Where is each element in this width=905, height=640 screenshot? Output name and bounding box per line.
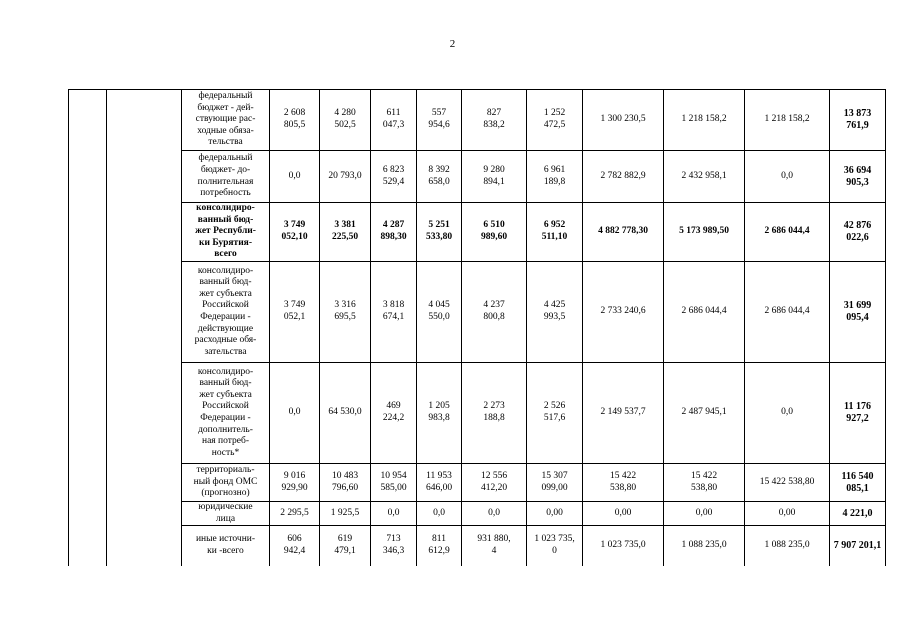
- category-line: действующие: [197, 323, 254, 334]
- value-cell: [664, 203, 745, 262]
- value-line: 2 273: [483, 401, 505, 412]
- page-number: 2: [449, 38, 456, 50]
- value-line: 0,0: [288, 407, 301, 418]
- value-cell: [320, 526, 371, 566]
- category-line: Федерации -: [200, 413, 251, 423]
- value-cell: [527, 502, 583, 526]
- value-cell: [462, 90, 527, 151]
- value-line: 993,5: [543, 312, 566, 322]
- value-line: 1 218 158,2: [764, 114, 810, 125]
- value-line: 796,60: [331, 482, 359, 493]
- value-line: 646,00: [425, 482, 453, 493]
- value-line: 15 307: [541, 470, 568, 481]
- value-line: 3 749: [283, 300, 306, 311]
- value-cell: [371, 262, 417, 363]
- value-line: 052,10: [281, 232, 308, 242]
- row-category: [182, 526, 270, 566]
- row-category: [182, 203, 270, 262]
- category-line: жет субъекта: [199, 288, 252, 299]
- value-line: 3 316: [334, 300, 356, 311]
- value-line: 1 218 158,2: [681, 114, 727, 125]
- table-row: [69, 90, 886, 151]
- value-line: 052,1: [283, 312, 306, 322]
- value-cell: [664, 464, 745, 502]
- row-category: [182, 363, 270, 464]
- value-line: 8 392: [428, 164, 450, 175]
- value-line: 0,0: [387, 507, 400, 518]
- value-line: 2 733 240,6: [600, 306, 646, 317]
- category-line: ванный бюд-: [199, 378, 252, 389]
- blank-col-1: [69, 90, 107, 566]
- value-line: 2 608: [283, 108, 306, 119]
- table-row: [69, 203, 886, 262]
- value-line: 612,9: [428, 545, 450, 556]
- value-cell: [371, 464, 417, 502]
- value-cell: [320, 464, 371, 502]
- value-line: 538,80: [609, 482, 637, 493]
- category-line: (прогнозно): [201, 488, 250, 499]
- value-line: 4 280: [334, 108, 356, 119]
- row-total: 4 221,0: [830, 502, 886, 526]
- value-line: 3 818: [382, 300, 405, 311]
- category-line: ная потреб-: [202, 436, 249, 447]
- value-cell: [745, 151, 830, 203]
- value-cell: [320, 363, 371, 464]
- category-line: лица: [215, 513, 236, 524]
- value-line: 099,00: [541, 482, 568, 493]
- value-line: 2 686 044,4: [764, 306, 810, 317]
- value-line: 0: [552, 545, 557, 556]
- value-line: 606: [287, 534, 302, 545]
- value-cell: [462, 203, 527, 262]
- value-line: 1 088 235,0: [681, 540, 727, 551]
- value-cell: [270, 151, 320, 203]
- category-line: иные источни-: [195, 534, 256, 545]
- category-line: всего: [214, 249, 237, 260]
- value-cell: [320, 203, 371, 262]
- value-line: 4: [491, 545, 497, 556]
- value-cell: [417, 90, 462, 151]
- value-line: 225,50: [331, 232, 359, 242]
- value-line: 12 556: [480, 470, 508, 481]
- value-cell: [583, 526, 664, 566]
- value-cell: [527, 90, 583, 151]
- value-line: 0,0: [781, 170, 793, 181]
- value-line: 4 045: [428, 300, 450, 311]
- value-cell: [270, 502, 320, 526]
- category-line: консолидиро-: [196, 203, 255, 214]
- category-line: дополнитель-: [198, 424, 253, 435]
- value-line: 2 487 945,1: [681, 407, 727, 418]
- category-line: консолидиро-: [197, 265, 254, 276]
- value-cell: [462, 262, 527, 363]
- value-line: 0,00: [695, 507, 713, 518]
- value-line: 2 526: [543, 401, 566, 412]
- category-line: Российской: [202, 401, 249, 412]
- value-cell: [583, 203, 664, 262]
- value-line: 6 952: [543, 220, 566, 231]
- value-cell: [745, 363, 830, 464]
- value-line: 4 237: [483, 300, 505, 311]
- value-line: 10 954: [380, 470, 407, 481]
- value-line: 4 882 778,30: [598, 226, 648, 237]
- value-line: 2 432 958,1: [681, 170, 727, 181]
- budget-table: [68, 89, 886, 566]
- value-cell: [527, 363, 583, 464]
- value-line: 0,00: [778, 507, 796, 518]
- value-cell: [417, 464, 462, 502]
- row-total: 31 699 095,4: [830, 262, 886, 363]
- category-line: ки Бурятия-: [199, 237, 252, 248]
- value-line: 529,4: [382, 176, 405, 187]
- value-line: 15 422: [690, 470, 718, 481]
- value-line: 4 425: [543, 300, 566, 311]
- value-cell: [320, 502, 371, 526]
- value-line: 9 280: [483, 164, 505, 175]
- value-cell: [583, 502, 664, 526]
- value-cell: [371, 502, 417, 526]
- value-cell: [583, 464, 664, 502]
- value-cell: [371, 526, 417, 566]
- table-row: [69, 464, 886, 502]
- value-cell: [320, 90, 371, 151]
- value-line: 15 422 538,80: [759, 476, 815, 487]
- value-line: 931 880,: [477, 534, 511, 545]
- value-line: 3 749: [283, 220, 306, 231]
- value-cell: [270, 90, 320, 151]
- row-total: 7 907 201,1: [830, 526, 886, 566]
- value-line: 502,5: [334, 120, 356, 130]
- category-line: консолидиро-: [197, 366, 254, 377]
- value-cell: [745, 502, 830, 526]
- value-line: 827: [486, 108, 502, 119]
- value-line: 619: [337, 534, 353, 545]
- value-line: 64 530,0: [328, 407, 362, 418]
- value-line: 2 149 537,7: [600, 407, 646, 418]
- row-total: 13 873 761,9: [830, 90, 886, 151]
- value-line: 346,3: [382, 545, 405, 556]
- value-line: 838,2: [483, 120, 505, 130]
- value-line: 674,1: [382, 312, 405, 322]
- table-row: [69, 502, 886, 526]
- value-cell: [527, 151, 583, 203]
- value-cell: [745, 90, 830, 151]
- value-line: 713: [386, 534, 401, 545]
- value-line: 479,1: [334, 545, 356, 556]
- value-line: 894,1: [483, 176, 505, 187]
- value-line: 658,0: [428, 176, 450, 187]
- category-line: расходные обя-: [194, 335, 257, 346]
- value-line: 3 381: [334, 220, 356, 231]
- value-line: 472,5: [543, 120, 566, 130]
- table-row: [69, 262, 886, 363]
- table-row: [69, 526, 886, 566]
- value-cell: [462, 464, 527, 502]
- value-line: 047,3: [382, 120, 405, 130]
- value-cell: [462, 526, 527, 566]
- value-line: 11 953: [426, 470, 452, 481]
- value-cell: [527, 262, 583, 363]
- value-line: 538,80: [690, 482, 718, 493]
- table-row: [69, 363, 886, 464]
- category-line: территориаль-: [196, 465, 255, 476]
- category-line: юридические: [198, 502, 253, 512]
- value-line: 6 823: [382, 164, 405, 175]
- value-line: 898,30: [380, 232, 407, 242]
- value-line: 0,00: [614, 507, 632, 518]
- value-line: 557: [431, 108, 447, 119]
- value-cell: [527, 203, 583, 262]
- value-cell: [745, 464, 830, 502]
- row-total: 11 176 927,2: [830, 363, 886, 464]
- row-category: [182, 464, 270, 502]
- value-line: 800,8: [483, 312, 505, 322]
- value-cell: [270, 203, 320, 262]
- value-line: 6 961: [543, 164, 566, 175]
- value-cell: [664, 526, 745, 566]
- value-cell: [527, 464, 583, 502]
- value-line: 224,2: [382, 413, 405, 423]
- category-line: ки -всего: [207, 545, 244, 556]
- value-cell: [417, 526, 462, 566]
- value-line: 989,60: [480, 232, 508, 242]
- value-cell: [462, 502, 527, 526]
- value-line: 0,0: [433, 507, 445, 518]
- value-line: 511,10: [541, 232, 568, 242]
- value-line: 805,5: [283, 120, 306, 130]
- row-total: 36 694 905,3: [830, 151, 886, 203]
- value-line: 6 510: [483, 220, 505, 231]
- value-cell: [417, 502, 462, 526]
- category-line: зательства: [204, 346, 247, 357]
- value-cell: [462, 151, 527, 203]
- value-cell: [371, 363, 417, 464]
- category-line: бюджет - дей-: [197, 102, 254, 113]
- value-line: 15 422: [609, 470, 637, 481]
- row-category: [182, 151, 270, 203]
- category-line: бюджет- до-: [200, 164, 251, 175]
- value-cell: [745, 203, 830, 262]
- value-line: 10 483: [331, 470, 359, 481]
- value-cell: [270, 363, 320, 464]
- value-line: 4 287: [382, 220, 405, 231]
- value-line: 2 686 044,4: [764, 226, 810, 237]
- value-cell: [745, 526, 830, 566]
- category-line: ствующие рас-: [195, 114, 256, 125]
- value-line: 5 173 989,50: [679, 226, 729, 237]
- category-line: полнительная: [197, 176, 254, 187]
- value-cell: [320, 262, 371, 363]
- value-cell: [462, 363, 527, 464]
- value-line: 0,00: [546, 507, 563, 518]
- value-line: 2 295,5: [280, 507, 309, 518]
- blank-col-2: [107, 90, 182, 566]
- value-cell: [417, 151, 462, 203]
- value-line: 929,90: [281, 482, 308, 493]
- value-cell: [664, 90, 745, 151]
- value-cell: [371, 90, 417, 151]
- value-cell: [664, 151, 745, 203]
- value-line: 0,0: [781, 407, 793, 418]
- value-line: 983,8: [428, 413, 450, 423]
- value-cell: [270, 526, 320, 566]
- category-line: федеральный: [198, 91, 253, 102]
- category-line: ванный бюд-: [199, 277, 252, 288]
- value-line: 189,8: [543, 176, 566, 187]
- value-cell: [583, 90, 664, 151]
- value-cell: [371, 203, 417, 262]
- value-cell: [664, 363, 745, 464]
- table-row: [69, 151, 886, 203]
- value-line: 2 782 882,9: [600, 170, 646, 181]
- category-line: ность*: [211, 447, 240, 458]
- value-line: 1 023 735,: [534, 534, 575, 545]
- category-line: жет Республи-: [195, 226, 256, 237]
- category-line: потребность: [200, 188, 251, 199]
- category-line: Российской: [202, 300, 249, 311]
- category-line: ванный бюд-: [197, 214, 254, 225]
- value-line: 412,20: [480, 482, 508, 493]
- row-category: [182, 502, 270, 526]
- value-line: 611: [386, 108, 401, 119]
- table-body: [69, 90, 886, 566]
- value-line: 1 925,5: [330, 507, 360, 518]
- value-cell: [417, 203, 462, 262]
- value-line: 9 016: [283, 470, 306, 481]
- value-cell: [270, 464, 320, 502]
- value-cell: [583, 262, 664, 363]
- value-cell: [745, 262, 830, 363]
- value-cell: [664, 262, 745, 363]
- category-line: ходные обяза-: [197, 125, 254, 136]
- value-line: 1 023 735,0: [600, 540, 646, 551]
- value-line: 188,8: [483, 413, 505, 423]
- value-line: 0,0: [288, 170, 301, 181]
- value-line: 1 205: [428, 401, 450, 412]
- value-line: 469: [386, 401, 401, 412]
- value-cell: [270, 262, 320, 363]
- value-line: 5 251: [428, 220, 450, 231]
- value-line: 1 088 235,0: [764, 540, 810, 551]
- value-line: 550,0: [428, 312, 450, 322]
- row-category: [182, 262, 270, 363]
- value-line: 2 686 044,4: [681, 306, 727, 317]
- value-cell: [527, 526, 583, 566]
- value-cell: [417, 363, 462, 464]
- value-line: 1 300 230,5: [600, 114, 646, 125]
- category-line: ный фонд ОМС: [193, 476, 258, 487]
- value-line: 517,6: [543, 413, 566, 423]
- row-category: [182, 90, 270, 151]
- value-line: 0,0: [488, 507, 500, 518]
- value-line: 811: [432, 534, 446, 545]
- value-cell: [583, 363, 664, 464]
- value-cell: [583, 151, 664, 203]
- value-cell: [664, 502, 745, 526]
- value-cell: [320, 151, 371, 203]
- category-line: федеральный: [198, 153, 253, 164]
- value-line: 585,00: [380, 482, 407, 493]
- value-line: 1 252: [543, 108, 566, 119]
- value-cell: [417, 262, 462, 363]
- category-line: Федерации -: [200, 312, 251, 322]
- category-line: жет субъекта: [199, 389, 252, 400]
- category-line: тельства: [208, 137, 243, 148]
- value-line: 533,80: [425, 232, 453, 242]
- value-line: 20 793,0: [328, 170, 362, 181]
- row-total: 116 540 085,1: [830, 464, 886, 502]
- value-line: 954,6: [428, 120, 450, 130]
- value-cell: [371, 151, 417, 203]
- row-total: 42 876 022,6: [830, 203, 886, 262]
- value-line: 942,4: [283, 545, 306, 556]
- value-line: 695,5: [334, 312, 356, 322]
